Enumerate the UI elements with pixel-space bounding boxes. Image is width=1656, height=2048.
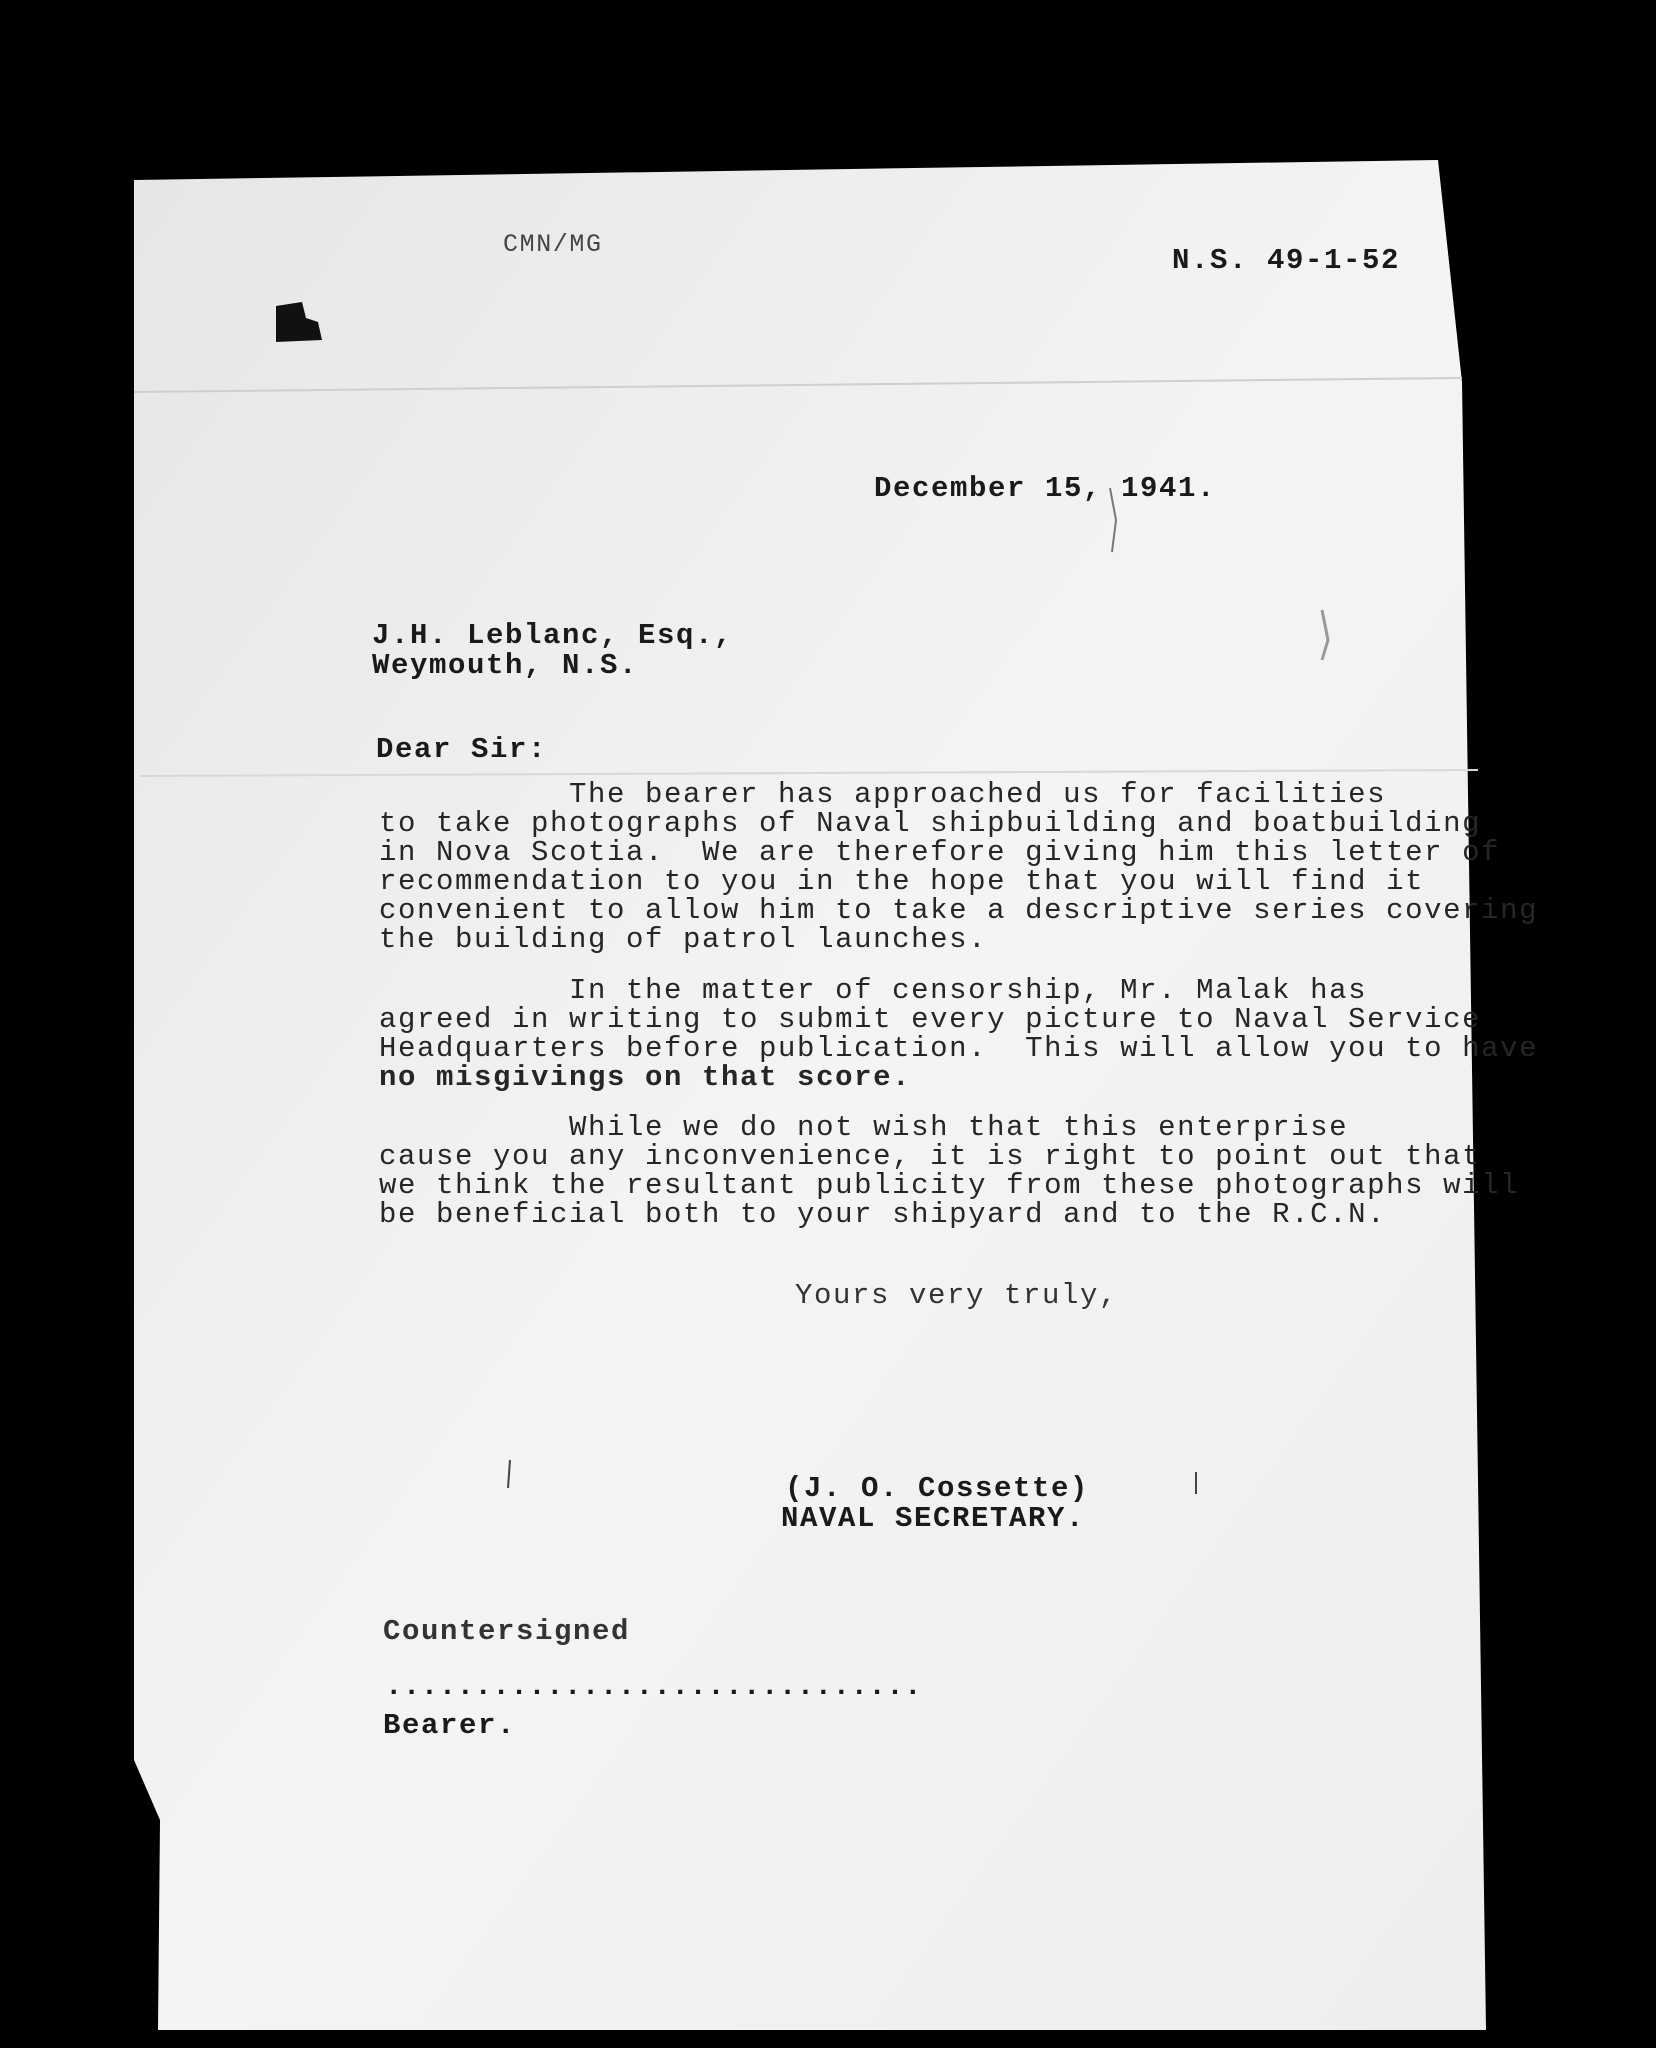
recipient-name: J.H. Leblanc, Esq.,	[372, 619, 734, 652]
paper-sheet-shape	[134, 160, 1486, 2030]
paragraph-line: we think the resultant publicity from these photographs will	[379, 1169, 1520, 1202]
file-number: N.S. 49-1-52	[1172, 244, 1401, 277]
recipient-location: Weymouth, N.S.	[372, 649, 639, 682]
paragraph-line: in Nova Scotia. We are therefore giving him this letter of	[379, 836, 1501, 869]
salutation: Dear Sir:	[376, 733, 548, 766]
signatory-name: (J. O. Cossette)	[785, 1472, 1090, 1505]
paragraph-line: Headquarters before publication. This will allow you to have	[379, 1032, 1539, 1065]
paragraph-line: no misgivings on that score.	[379, 1061, 912, 1094]
paragraph-line: recommendation to you in the hope that you will find it	[379, 865, 1425, 898]
paragraph-line: agreed in writing to submit every picture to Naval Service	[379, 1003, 1482, 1036]
paragraph-line: convenient to allow him to take a descriptive series covering	[379, 894, 1539, 927]
letter-date: December 15, 1941.	[874, 472, 1217, 505]
signatory-title: NAVAL SECRETARY.	[781, 1502, 1086, 1535]
paragraph-line: In the matter of censorship, Mr. Malak has	[379, 974, 1368, 1007]
paragraph-line: the building of patrol launches.	[379, 923, 988, 956]
paragraph-line: While we do not wish that this enterprise	[379, 1111, 1349, 1144]
paragraph-line: to take photographs of Naval shipbuilding and boatbuilding	[379, 807, 1482, 840]
reference-initials: CMN/MG	[503, 230, 603, 259]
paragraph-line: be beneficial both to your shipyard and to the R.C.N.	[379, 1198, 1387, 1231]
bearer-label: Bearer.	[383, 1709, 517, 1742]
signature-line: ..............................	[385, 1670, 923, 1703]
paragraph-line: cause you any inconvenience, it is right to point out that	[379, 1140, 1482, 1173]
paragraph-line: The bearer has approached us for facilities	[379, 778, 1387, 811]
closing: Yours very truly,	[795, 1279, 1119, 1312]
countersigned-label: Countersigned	[383, 1615, 631, 1648]
